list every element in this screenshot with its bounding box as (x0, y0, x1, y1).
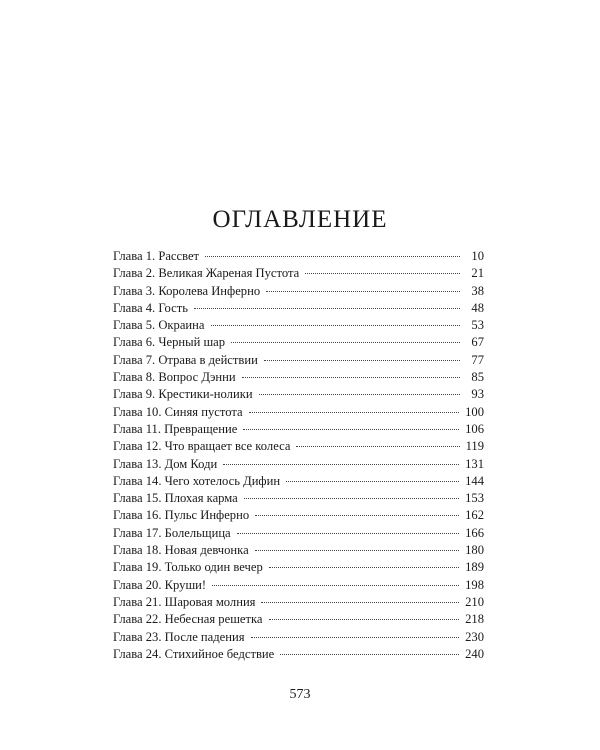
toc-entry-label: Глава 7. Отрава в действии (113, 352, 258, 367)
toc-entry-page: 10 (471, 249, 484, 263)
toc-entry-page: 21 (471, 266, 484, 281)
toc-leader-dots (280, 653, 459, 655)
toc-entry (113, 646, 484, 663)
toc-leader-dots (255, 549, 459, 551)
toc-entry-label: Глава 17. Болельщица (113, 525, 231, 540)
toc-leader-dots (223, 463, 459, 465)
toc-entry-label: Глава 10. Синяя пустота (113, 404, 243, 419)
toc-leader-dots (296, 445, 459, 447)
toc-entry-page: 189 (465, 560, 484, 575)
toc-entry-page: 85 (471, 370, 484, 385)
toc-entry (113, 490, 484, 507)
toc-leader-dots (259, 393, 460, 395)
toc-entry (113, 421, 484, 438)
toc-entry-label: Глава 22. Небесная решетка (113, 612, 263, 627)
table-of-contents (113, 248, 484, 663)
toc-leader-dots (205, 255, 460, 257)
toc-entry-page: 240 (465, 646, 484, 661)
toc-entry (113, 334, 484, 351)
toc-entry-label: Глава 21. Шаровая молния (113, 594, 256, 609)
toc-entry (113, 456, 484, 473)
toc-entry-page: 144 (465, 473, 484, 488)
toc-entry (113, 369, 484, 386)
toc-entry-label: Глава 4. Гость (113, 300, 188, 315)
toc-entry-label: Глава 6. Черный шар (113, 335, 226, 350)
toc-entry (113, 283, 484, 300)
toc-leader-dots (305, 272, 460, 274)
toc-entry-page: 153 (465, 491, 484, 506)
toc-entry (113, 559, 484, 576)
toc-entry (113, 525, 484, 542)
toc-entry (113, 473, 484, 490)
toc-leader-dots (251, 636, 460, 638)
toc-entry (113, 594, 484, 611)
toc-entry-label: Глава 11. Превращение (113, 421, 238, 436)
toc-leader-dots (237, 532, 459, 534)
toc-entry-page: 162 (465, 508, 484, 523)
toc-entry-page: 198 (465, 577, 484, 592)
toc-entry-page: 166 (465, 525, 484, 540)
page-title: ОГЛАВЛЕНИЕ (212, 206, 388, 233)
toc-entry (113, 629, 484, 646)
toc-entry-label: Глава 13. Дом Коди (113, 456, 218, 471)
toc-entry-label: Глава 12. Что вращает все колеса (113, 439, 291, 454)
toc-entry (113, 611, 484, 628)
toc-entry (113, 404, 484, 421)
toc-entry-label: Глава 15. Плохая карма (113, 491, 238, 506)
toc-entry-label: Глава 1. Рассвет (113, 249, 200, 263)
toc-leader-dots (242, 376, 460, 378)
toc-entry-page: 67 (471, 335, 484, 350)
toc-entry-page: 210 (465, 594, 484, 609)
toc-entry-page: 48 (471, 300, 484, 315)
toc-entry-page: 38 (471, 283, 484, 298)
toc-entry-label: Глава 2. Великая Жареная Пустота (113, 266, 300, 281)
toc-leader-dots (212, 584, 459, 586)
toc-entry-page: 53 (471, 318, 484, 333)
toc-leader-dots (231, 341, 460, 343)
toc-leader-dots (269, 566, 459, 568)
toc-leader-dots (211, 324, 461, 326)
toc-entry (113, 317, 484, 334)
toc-leader-dots (286, 480, 459, 482)
toc-entry-page: 119 (465, 439, 484, 454)
toc-leader-dots (255, 514, 459, 516)
toc-leader-dots (249, 411, 460, 413)
toc-leader-dots (194, 307, 460, 309)
toc-leader-dots (244, 497, 459, 499)
toc-leader-dots (264, 359, 460, 361)
toc-leader-dots (269, 618, 460, 620)
toc-entry-page: 230 (465, 629, 484, 644)
toc-entry (113, 507, 484, 524)
toc-entry-label: Глава 3. Королева Инферно (113, 283, 261, 298)
toc-entry-label: Глава 20. Круши! (113, 577, 207, 592)
toc-entry-page: 180 (465, 543, 484, 558)
toc-entry (113, 300, 484, 317)
toc-entry-page: 106 (465, 421, 484, 436)
toc-entry-label: Глава 16. Пульс Инферно (113, 508, 250, 523)
toc-entry-label: Глава 5. Окраина (113, 318, 205, 333)
toc-entry-page: 93 (471, 387, 484, 402)
toc-entry-page: 131 (465, 456, 484, 471)
toc-entry (113, 577, 484, 594)
toc-entry (113, 248, 484, 265)
toc-leader-dots (261, 601, 459, 603)
toc-entry-label: Глава 24. Стихийное бедствие (113, 646, 275, 661)
toc-entry-label: Глава 14. Чего хотелось Дифин (113, 473, 281, 488)
toc-entry-page: 77 (471, 352, 484, 367)
toc-entry (113, 352, 484, 369)
toc-leader-dots (243, 428, 459, 430)
toc-entry-label: Глава 8. Вопрос Дэнни (113, 370, 236, 385)
toc-entry-label: Глава 19. Только один вечер (113, 560, 263, 575)
toc-entry-page: 100 (465, 404, 484, 419)
toc-entry (113, 438, 484, 455)
page-number: 573 (289, 687, 311, 702)
toc-entry-label: Глава 23. После падения (113, 629, 245, 644)
toc-entry (113, 542, 484, 559)
toc-entry-label: Глава 9. Крестики-нолики (113, 387, 253, 402)
toc-entry (113, 265, 484, 282)
toc-entry-label: Глава 18. Новая девчонка (113, 543, 249, 558)
toc-entry-page: 218 (465, 612, 484, 627)
toc-entry (113, 386, 484, 403)
toc-leader-dots (266, 290, 460, 292)
